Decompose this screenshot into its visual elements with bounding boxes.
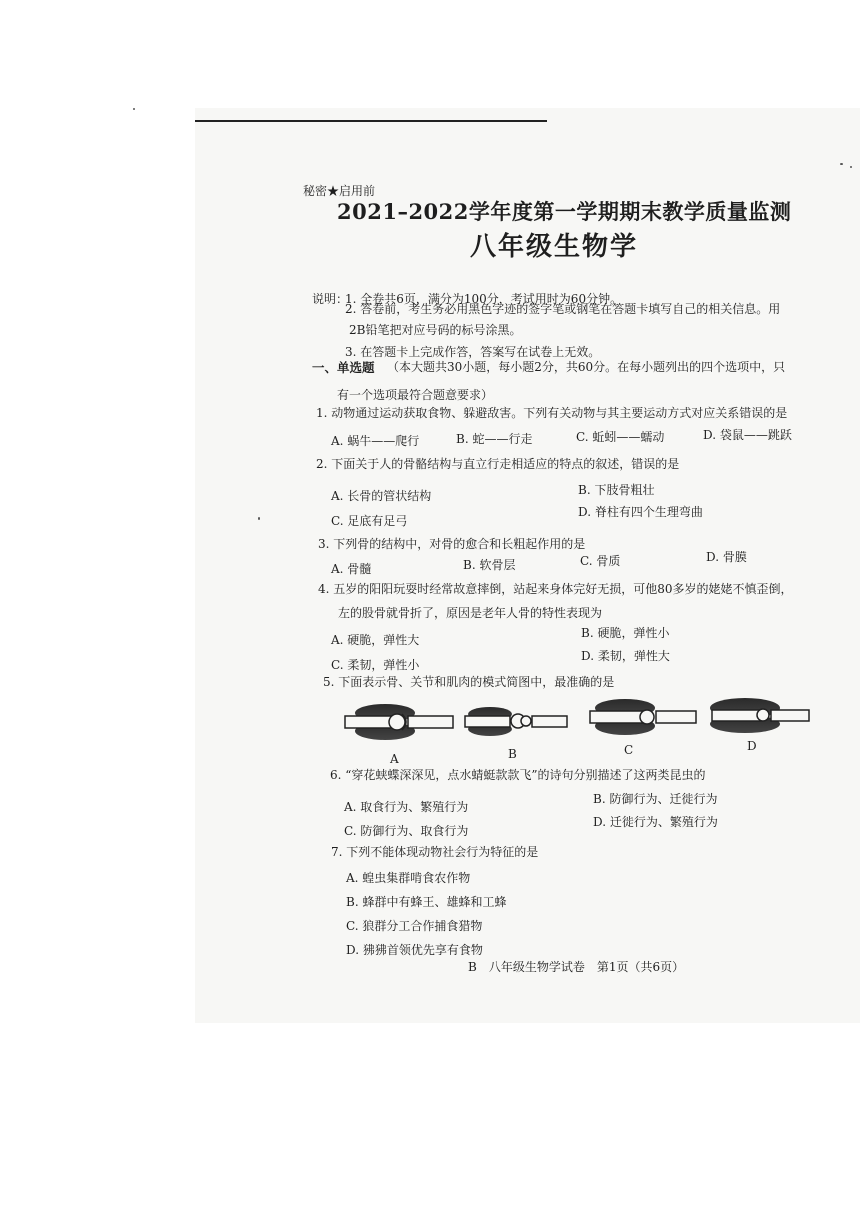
option: C. 蚯蚓——蠕动	[576, 430, 665, 444]
section-title: 一、单选题	[312, 360, 375, 375]
figure-label: A	[390, 752, 399, 766]
option: D. 狒狒首领优先享有食物	[346, 943, 483, 957]
option: C. 足底有足弓	[331, 514, 408, 528]
section-desc: 有一个选项最符合题意要求）	[337, 388, 494, 402]
option: D. 袋鼠——跳跃	[703, 428, 792, 442]
scan-edge-line	[195, 120, 547, 122]
option: C. 狼群分工合作捕食猎物	[346, 919, 483, 933]
option: C. 骨质	[580, 554, 621, 568]
exam-subject: 八年级生物学	[470, 232, 639, 262]
question-stem-continued: 左的股骨就骨折了，原因是老年人骨的特性表现为	[338, 606, 603, 620]
option: A. 蜗牛——爬行	[331, 434, 420, 448]
figure-label: D	[747, 739, 757, 753]
scan-speck	[133, 108, 135, 110]
option: C. 防御行为、取食行为	[344, 824, 469, 838]
section-desc: （本大题共30小题，每小题2分，共60分。在每小题列出的四个选项中，只	[387, 360, 786, 374]
figure-option-a	[345, 704, 453, 740]
option: B. 蛇——行走	[456, 432, 533, 446]
question-stem: 2. 下面关于人的骨骼结构与直立行走相适应的特点的叙述，错误的是	[316, 457, 680, 471]
scan-speck	[840, 163, 843, 165]
instruction-line: 1. 全卷共6页，满分为100分，考试用时为60分钟。	[345, 292, 623, 306]
option: B. 防御行为、迁徙行为	[593, 792, 718, 806]
confidential-label: 秘密★启用前	[303, 184, 376, 198]
option: A. 骨髓	[331, 562, 372, 576]
figure-label: C	[624, 743, 634, 757]
question-stem: 3. 下列骨的结构中，对骨的愈合和长粗起作用的是	[318, 537, 586, 551]
exam-title: 2021–2022学年度第一学期期末教学质量监测	[337, 199, 792, 224]
option: D. 迁徙行为、繁殖行为	[593, 815, 718, 829]
instruction-line: 2B铅笔把对应号码的标号涂黑。	[349, 323, 522, 337]
option: C. 柔韧，弹性小	[331, 658, 420, 672]
option: D. 骨膜	[706, 550, 747, 564]
option: A. 长骨的管状结构	[331, 489, 432, 503]
option: D. 柔韧，弹性大	[581, 649, 670, 663]
question-stem: 4. 五岁的阳阳玩耍时经常故意摔倒，站起来身体完好无损，可他80多岁的姥姥不慎歪倒，	[318, 582, 793, 596]
figure-option-c	[590, 699, 696, 735]
option: A. 蝗虫集群啃食农作物	[346, 871, 471, 885]
question-stem: 1. 动物通过运动获取食物、躲避敌害。下列有关动物与其主要运动方式对应关系错误的是	[316, 406, 788, 420]
option: B. 下肢骨粗壮	[578, 483, 655, 497]
question-stem: 5. 下面表示骨、关节和肌肉的模式简图中，最准确的是	[323, 675, 615, 689]
question-stem: 6. “穿花蛱蝶深深见，点水蜻蜓款款飞”的诗句分别描述了这两类昆虫的	[330, 768, 706, 782]
option: D. 脊柱有四个生理弯曲	[578, 505, 703, 519]
option: A. 硬脆，弹性大	[331, 633, 420, 647]
instructions-label: 说明：	[312, 292, 349, 306]
option: B. 蜂群中有蜂王、雄蜂和工蜂	[346, 895, 507, 909]
scan-speck	[850, 166, 852, 168]
option: B. 软骨层	[463, 558, 516, 572]
figure-option-b	[465, 707, 567, 736]
instruction-line: 2. 答卷前，考生务必用黑色字迹的签字笔或钢笔在答题卡填写自己的相关信息。用	[345, 302, 781, 316]
page-footer: B 八年级生物学试卷 第1页（共6页）	[468, 960, 685, 974]
figure-label: B	[508, 747, 517, 761]
question-stem: 7. 下列不能体现动物社会行为特征的是	[331, 845, 539, 859]
bone-joint-muscle-figure	[340, 696, 820, 766]
scan-speck	[258, 517, 260, 520]
option: B. 硬脆，弹性小	[581, 626, 670, 640]
instruction-line: 3. 在答题卡上完成作答，答案写在试卷上无效。	[345, 345, 601, 359]
figure-option-d	[710, 698, 809, 733]
option: A. 取食行为、繁殖行为	[344, 800, 469, 814]
